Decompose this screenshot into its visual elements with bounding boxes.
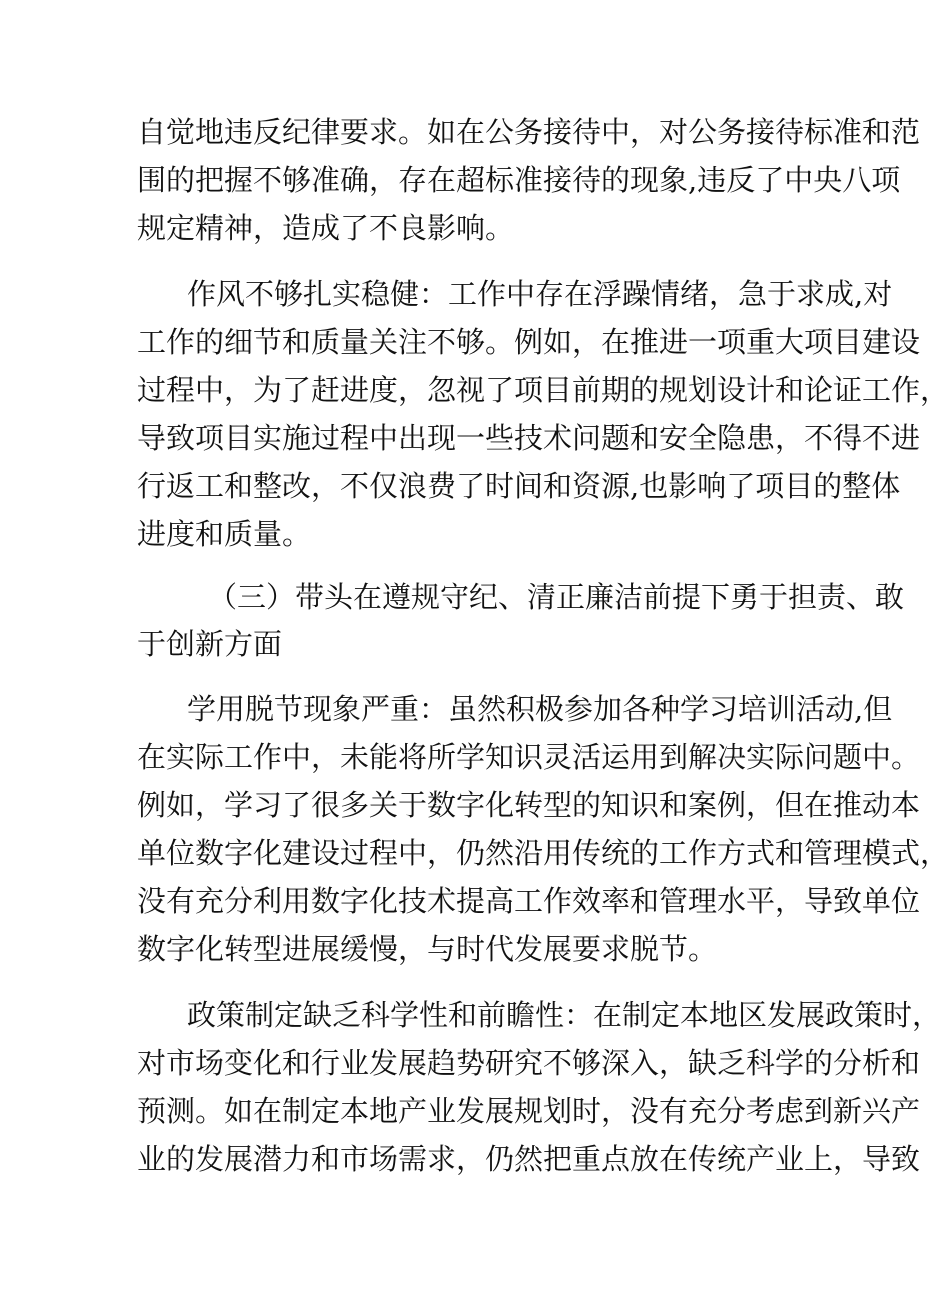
section-heading-line: （三）带头在遵规守纪、清正廉洁前提下勇于担责、敢 — [208, 580, 905, 614]
text-line: 工作的细节和质量关注不够。例如，在推进一项重大项目建设 — [137, 325, 921, 359]
text-line: 在实际工作中，未能将所学知识灵活运用到解决实际问题中。 — [137, 740, 921, 774]
text-line: 预测。如在制定本地产业发展规划时，没有充分考虑到新兴产 — [137, 1094, 921, 1128]
text-line: 学用脱节现象严重：虽然积极参加各种学习培训活动,但 — [187, 692, 893, 726]
text-line: 规定精神，造成了不良影响。 — [137, 211, 515, 245]
text-line: 例如，学习了很多关于数字化转型的知识和案例，但在推动本 — [137, 788, 921, 822]
text-line: 导致项目实施过程中出现一些技术问题和安全隐患，不得不进 — [137, 421, 921, 455]
text-line: 单位数字化建设过程中，仍然沿用传统的工作方式和管理模式， — [137, 836, 949, 870]
text-line: 政策制定缺乏科学性和前瞻性：在制定本地区发展政策时， — [187, 998, 942, 1032]
text-line: 进度和质量。 — [137, 517, 312, 551]
text-line: 过程中，为了赶进度，忽视了项目前期的规划设计和论证工作， — [137, 373, 949, 407]
text-line: 作风不够扎实稳健：工作中存在浮躁情绪，急于求成,对 — [187, 277, 893, 311]
text-line: 数字化转型进展缓慢，与时代发展要求脱节。 — [137, 932, 718, 966]
text-line: 对市场变化和行业发展趋势研究不够深入，缺乏科学的分析和 — [137, 1046, 921, 1080]
text-line: 没有充分利用数字化技术提高工作效率和管理水平，导致单位 — [137, 884, 921, 918]
text-line: 行返工和整改，不仅浪费了时间和资源,也影响了项目的整体 — [137, 469, 901, 503]
section-heading-line: 于创新方面 — [137, 627, 283, 661]
text-line: 围的把握不够准确，存在超标准接待的现象,违反了中央八项 — [137, 163, 901, 197]
text-line: 业的发展潜力和市场需求，仍然把重点放在传统产业上，导致 — [137, 1142, 921, 1176]
text-line: 自觉地违反纪律要求。如在公务接待中，对公务接待标准和范 — [137, 115, 921, 149]
